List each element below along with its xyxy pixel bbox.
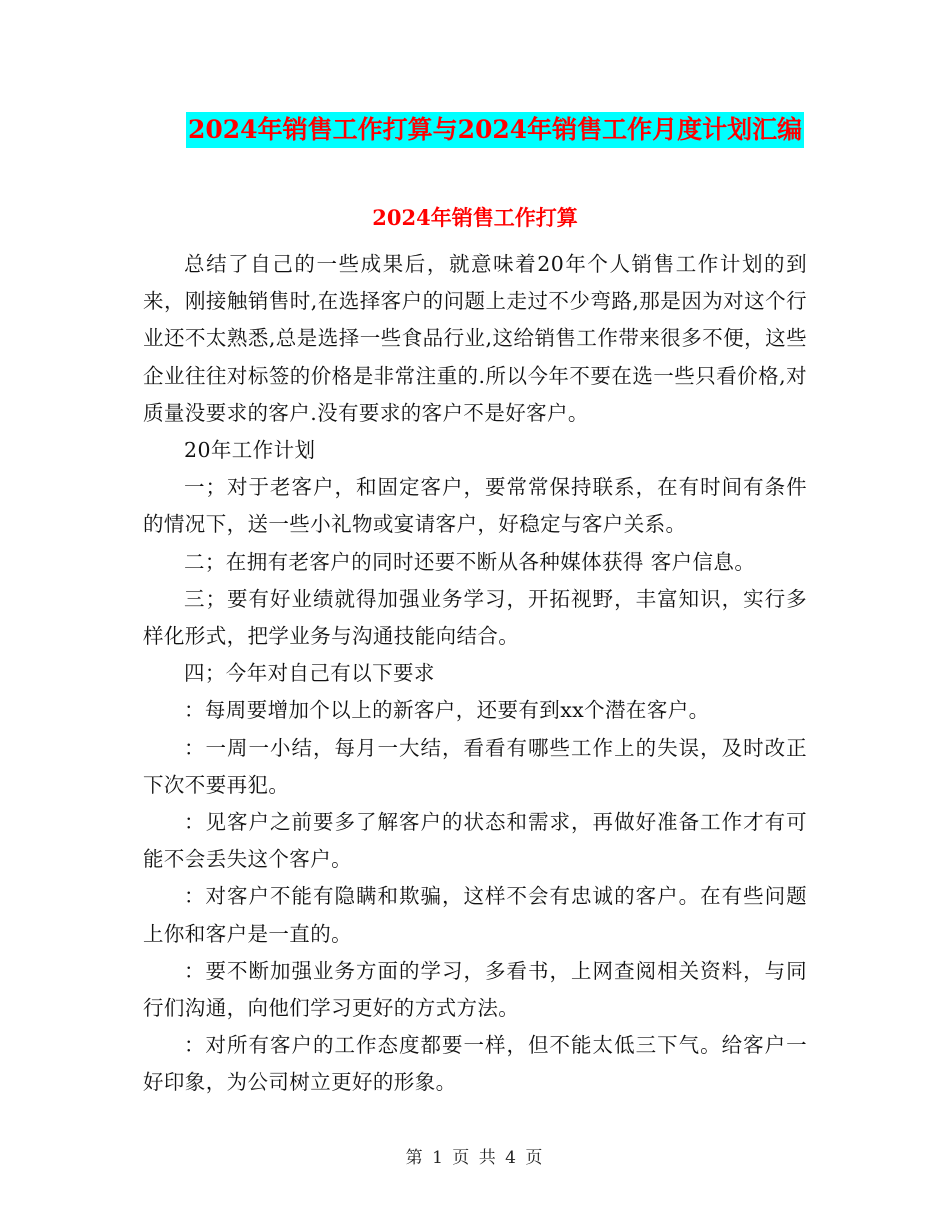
- paragraph-item-2: 二；在拥有老客户的同时还要不断从各种媒体获得 客户信息。: [184, 549, 756, 574]
- paragraph-requirement-2: ：一周一小结，每月一大结，看看有哪些工作上的失误，及时改正下次不要再犯。: [143, 735, 807, 797]
- paragraph-intro: 总结了自己的一些成果后，就意味着20年个人销售工作计划的到来，刚接触销售时,在选择客户的问题上走过不少弯路,那是因为对这个行业还不太熟悉,总是选择一些食品行业,这给销售工作带来很多不便，这些企业往往对标签的价格是非常注重的.所以今年不要在选一些只看价格,对质量没要求的客户.没有要求的客户不是好客户。: [143, 252, 807, 425]
- document-body: [143, 246, 807, 1102]
- document-main-title: 2024年销售工作打算与2024年销售工作月度计划汇编: [186, 112, 804, 148]
- paragraph-requirement-4: ：对客户不能有隐瞒和欺骗，这样不会有忠诚的客户。在有些问题上你和客户是一直的。: [143, 884, 807, 946]
- page-footer: 第 1 页 共 4 页: [405, 1148, 545, 1168]
- paragraph-item-4: 四；今年对自己有以下要求: [184, 661, 435, 686]
- paragraph-item-1: 一；对于老客户，和固定客户，要常常保持联系，在有时间有条件的情况下，送一些小礼物或宴请客户，好稳定与客户关系。: [143, 475, 807, 537]
- paragraph-item-3: 三；要有好业绩就得加强业务学习，开拓视野，丰富知识，实行多样化形式，把学业务与沟通技能向结合。: [143, 586, 807, 649]
- paragraph-requirement-3: ：见客户之前要多了解客户的状态和需求，再做好准备工作才有可能不会丢失这个客户。: [143, 810, 807, 872]
- section-title: 2024年销售工作打算: [372, 205, 578, 230]
- paragraph-requirement-5: ：要不断加强业务方面的学习，多看书，上网查阅相关资料，与同行们沟通，向他们学习更好的方式方法。: [143, 958, 807, 1021]
- paragraph-requirement-6: ：对所有客户的工作态度都要一样，但不能太低三下气。给客户一好印象，为公司树立更好的形象。: [143, 1033, 807, 1095]
- paragraph-requirement-1: ：每周要增加个以上的新客户，还要有到xx个潜在客户。: [184, 698, 710, 723]
- paragraph-plan-heading: 20年工作计划: [184, 438, 316, 463]
